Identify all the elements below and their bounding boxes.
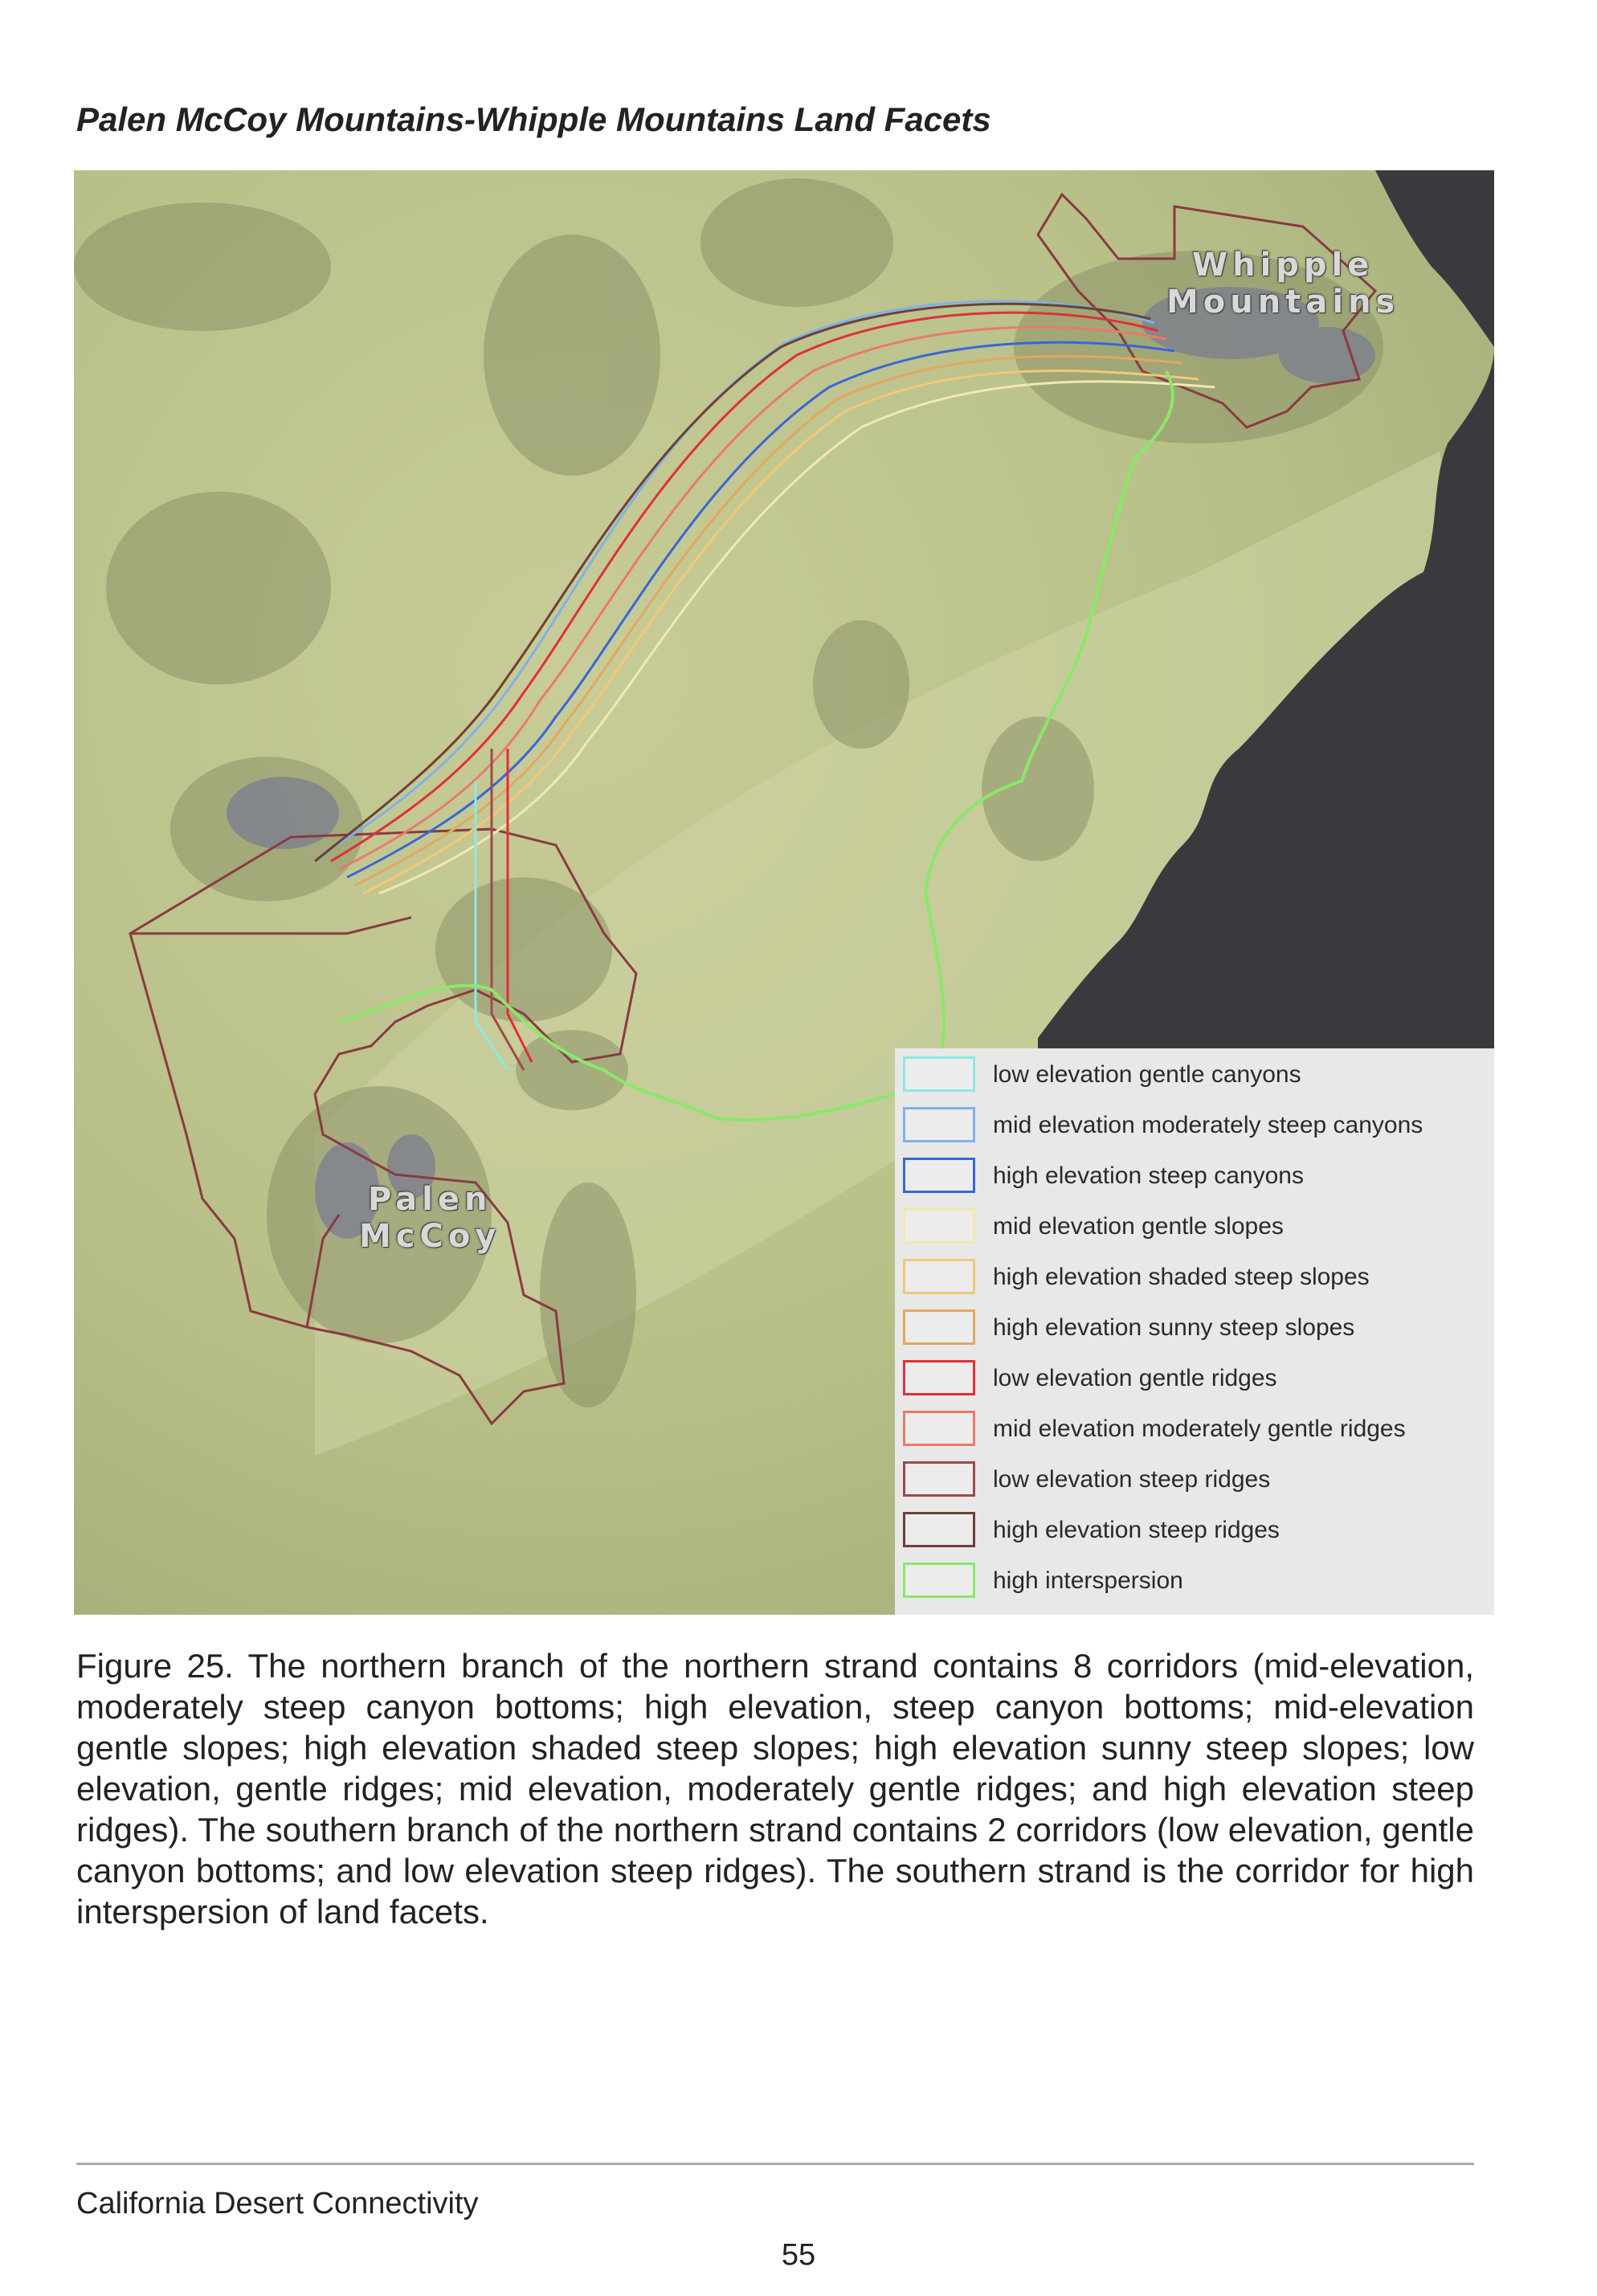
map-legend [895,1048,1494,1615]
legend-item [903,1055,1489,1097]
whipple-label-line2: Mountains [1166,284,1400,321]
legend-label: high elevation sunny steep slopes [993,1314,1355,1341]
legend-label: mid elevation moderately steep canyons [993,1112,1423,1138]
legend-label: low elevation gentle ridges [993,1365,1277,1391]
legend-label: high elevation shaded steep slopes [993,1264,1370,1290]
legend-swatch [903,1309,975,1345]
figure-caption: Figure 25. The northern branch of the northern strand contains 8 corridors (mid-elevation, moderately steep canyon bottoms; high elevation, steep canyon bottoms; mid-elevation gentle slopes; high elevation shaded steep slopes; high elevation sunny steep slopes; low elevation, gentle ridges; mid elevation, moderately gentle ridges; and high elevation steep ridges). The southern branch of the northern strand contains 2 corridors (low elevation, gentle canyon bottoms; and low elevation steep ridges). The southern strand is the corridor for high interspersion of land facets. [76,1647,1474,1930]
map-figure [74,170,1494,1615]
legend-label: low elevation steep ridges [993,1466,1271,1493]
legend-item [903,1561,1489,1603]
legend-item [903,1308,1489,1350]
legend-label: mid elevation gentle slopes [993,1213,1284,1240]
legend-item [903,1510,1489,1552]
legend-swatch [903,1158,975,1193]
legend-swatch [903,1411,975,1446]
footer-divider [76,2163,1474,2165]
legend-item [903,1460,1489,1501]
legend-swatch [903,1259,975,1294]
legend-item [903,1156,1489,1198]
legend-item [903,1358,1489,1400]
legend-item [903,1105,1489,1147]
legend-swatch [903,1461,975,1497]
legend-swatch [903,1208,975,1244]
legend-swatch [903,1107,975,1142]
legend-label: high elevation steep canyons [993,1162,1304,1189]
page-number: 55 [781,2238,816,2272]
legend-swatch [903,1512,975,1547]
whipple-label-line1: Whipple [1191,247,1374,284]
palen-label-line1: Palen [367,1181,492,1218]
footer-publication-title: California Desert Connectivity [76,2187,479,2220]
legend-swatch [903,1360,975,1395]
legend-swatch [903,1056,975,1092]
page-title: Palen McCoy Mountains-Whipple Mountains Land Facets [76,100,991,138]
legend-label: high elevation steep ridges [993,1517,1280,1543]
legend-item [903,1409,1489,1451]
legend-item [903,1257,1489,1299]
legend-label: high interspersion [993,1567,1183,1594]
legend-item [903,1207,1489,1248]
whipple-mountains-label [1166,247,1399,321]
legend-swatch [903,1563,975,1598]
palen-label-line2: McCoy [359,1218,501,1255]
legend-label: low elevation gentle canyons [993,1061,1301,1088]
palen-mccoy-label [359,1181,500,1255]
legend-label: mid elevation moderately gentle ridges [993,1416,1406,1442]
